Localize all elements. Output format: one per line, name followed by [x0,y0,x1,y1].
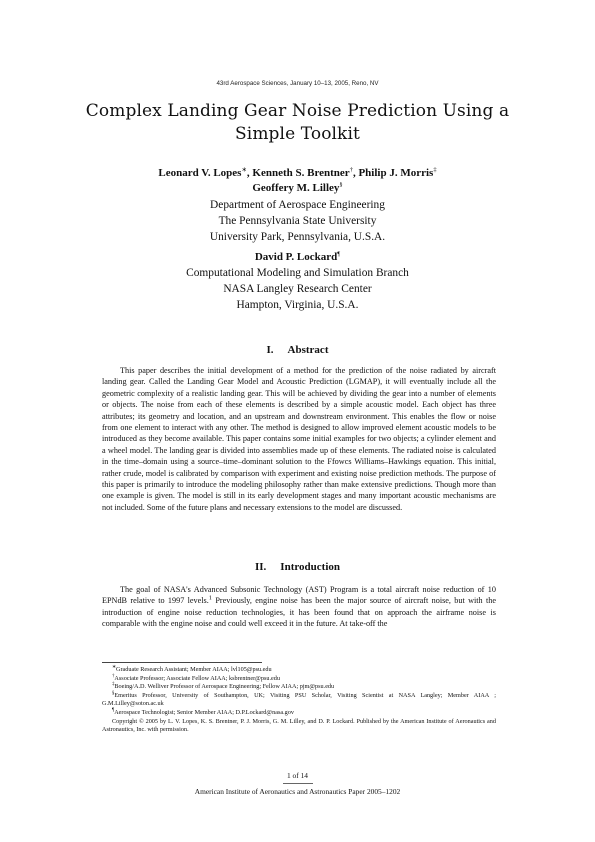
affiliation-dept: Department of Aerospace Engineering [210,199,385,211]
footnote-rule [102,662,262,663]
footnote-mark: § [112,690,115,696]
title-line-2: Simple Toolkit [235,124,360,144]
author-line-1: Leonard V. Lopes∗, Kenneth S. Brentner†, Philip J. Morris‡ [158,166,437,179]
footnote-text: Emeritus Professor, University of Southampton, UK; Visiting PSU Scholar, Visiting Scientist at NASA Langley; Member AIAA ; G.M.Lilley@soton.ac.uk [102,691,496,708]
author-lopes: Leonard V. Lopes [158,167,242,179]
author-brentner: Kenneth S. Brentner [252,167,350,179]
affiliation-penn-state [0,197,595,245]
author-lilley-mark: § [339,181,343,189]
footnote-mark: † [112,673,115,679]
author-lopes-mark: ∗ [241,166,247,174]
abstract-number: I. [266,344,274,356]
footnote-item [102,683,496,692]
title-line-1: Complex Landing Gear Noise Prediction Using a [85,101,510,121]
page-number: 1 of 14 [287,771,308,780]
introduction-number: II. [254,561,267,573]
journal-footer: American Institute of Aeronautics and Astronautics Paper 2005–1202 [194,787,401,796]
author-morris: Philip J. Morris [358,167,434,179]
author-lockard-mark: ¶ [337,250,341,258]
footnote-mark: ¶ [112,707,115,713]
running-head: 43rd Aerospace Sciences, January 10–13, 2005, Reno, NV [216,80,379,87]
abstract-title: Abstract [287,344,329,356]
affiliation-univ: The Pennsylvania State University [218,215,377,227]
abstract-heading [0,344,595,356]
author-brentner-mark: † [349,166,353,174]
affiliation-place: University Park, Pennsylvania, U.S.A. [209,231,386,243]
footnote-text: Graduate Research Assistant; Member AIAA; lvl105@psu.edu [116,666,272,673]
abstract-text: This paper describes the initial development of a method for the prediction of the noise radiated by aircraft landing gear. Called the Landing Gear Model and Acoustic Prediction (LGMAP), it will eventually include all the geometric complexity of a realistic landing gear. This will be achieved by dividing the gear into a number of elements or objects. The noise from each of these elements is described by a simple acoustic model. Each object has three attributes; its geometry and location, and an upstream and downstream environment. This enables the flow or noise from one element to interact with any other. The method is designed to allow improved element acoustic models to be introduced as they become available. This paper contains some initial examples for two objects; a cylinder element and a wheel model. The landing gear is divided into assemblies made up of these elements. The radiated noise is calculated in the time–domain using a source–time–dominant solution to the Ffowcs Williams–Hawkings equation. This initial, rather crude, model is calibrated by comparison with experiment and existing noise prediction methods. The purpose of this paper is primarily to introduce the modeling philosophy rather than make extensive predictions. Though more than one example is given. The model is still in its early development stages and many important acoustic mechanisms are not included. Some of the future plans and necessary extensions to the model are discussed. [102,366,496,512]
introduction-heading [0,561,595,573]
footer-rule [283,783,313,784]
intro-ref-1[interactable]: 1 [208,594,213,602]
footnote-text: Aerospace Technologist; Senior Member AIAA; D.P.Lockard@nasa.gov [114,708,294,716]
affiliation-center: NASA Langley Research Center [223,283,372,295]
footnotes [102,666,496,735]
affiliation-nasa [0,265,595,313]
footnote-item [102,675,496,684]
footnote-mark: ‡ [112,682,115,688]
copyright-notice: Copyright © 2005 by L. V. Lopes, K. S. Brentner, P. J. Morris, G. M. Lilley, and D. P. Lockard. Published by the American Institute of Aeronautics and Astronautics, Inc. with permission. [102,717,496,734]
footnote-mark: ∗ [112,664,117,670]
footnote-text: Associate Professor; Associate Fellow AIAA; ksbrentner@psu.edu [114,674,280,682]
introduction-title: Introduction [280,561,340,573]
author-lockard: David P. Lockard [254,251,338,263]
introduction-text [102,584,496,630]
paper-title [80,100,515,146]
intro-text-part-2: Previously, engine noise has been the major source of aircraft noise, but with the introduction of engine noise reduction technologies, it has been found that on approach the airframe noise is comparable with the engine noise and could well exceed it in the future. At take-off the [102,596,496,629]
author-morris-mark: ‡ [433,166,437,174]
footnote-item [102,692,496,709]
intro-text-part-1: The goal of NASA's Advanced Subsonic Technology (AST) Program is a total aircraft noise reduction of 10 EPNdB relative to 1997 levels. [102,585,496,606]
author-line-3 [0,250,595,265]
footnote-item [102,709,496,718]
affiliation-branch: Computational Modeling and Simulation Branch [186,267,409,279]
affiliation-nasa-place: Hampton, Virginia, U.S.A. [236,299,359,311]
footnote-text: Boeing/A.D. Welliver Professor of Aerospace Engineering; Fellow AIAA; pjm@psu.edu [114,683,335,691]
footnote-item [102,666,496,675]
author-lilley: Geoffery M. Lilley [252,182,340,194]
author-line-2 [0,181,595,196]
